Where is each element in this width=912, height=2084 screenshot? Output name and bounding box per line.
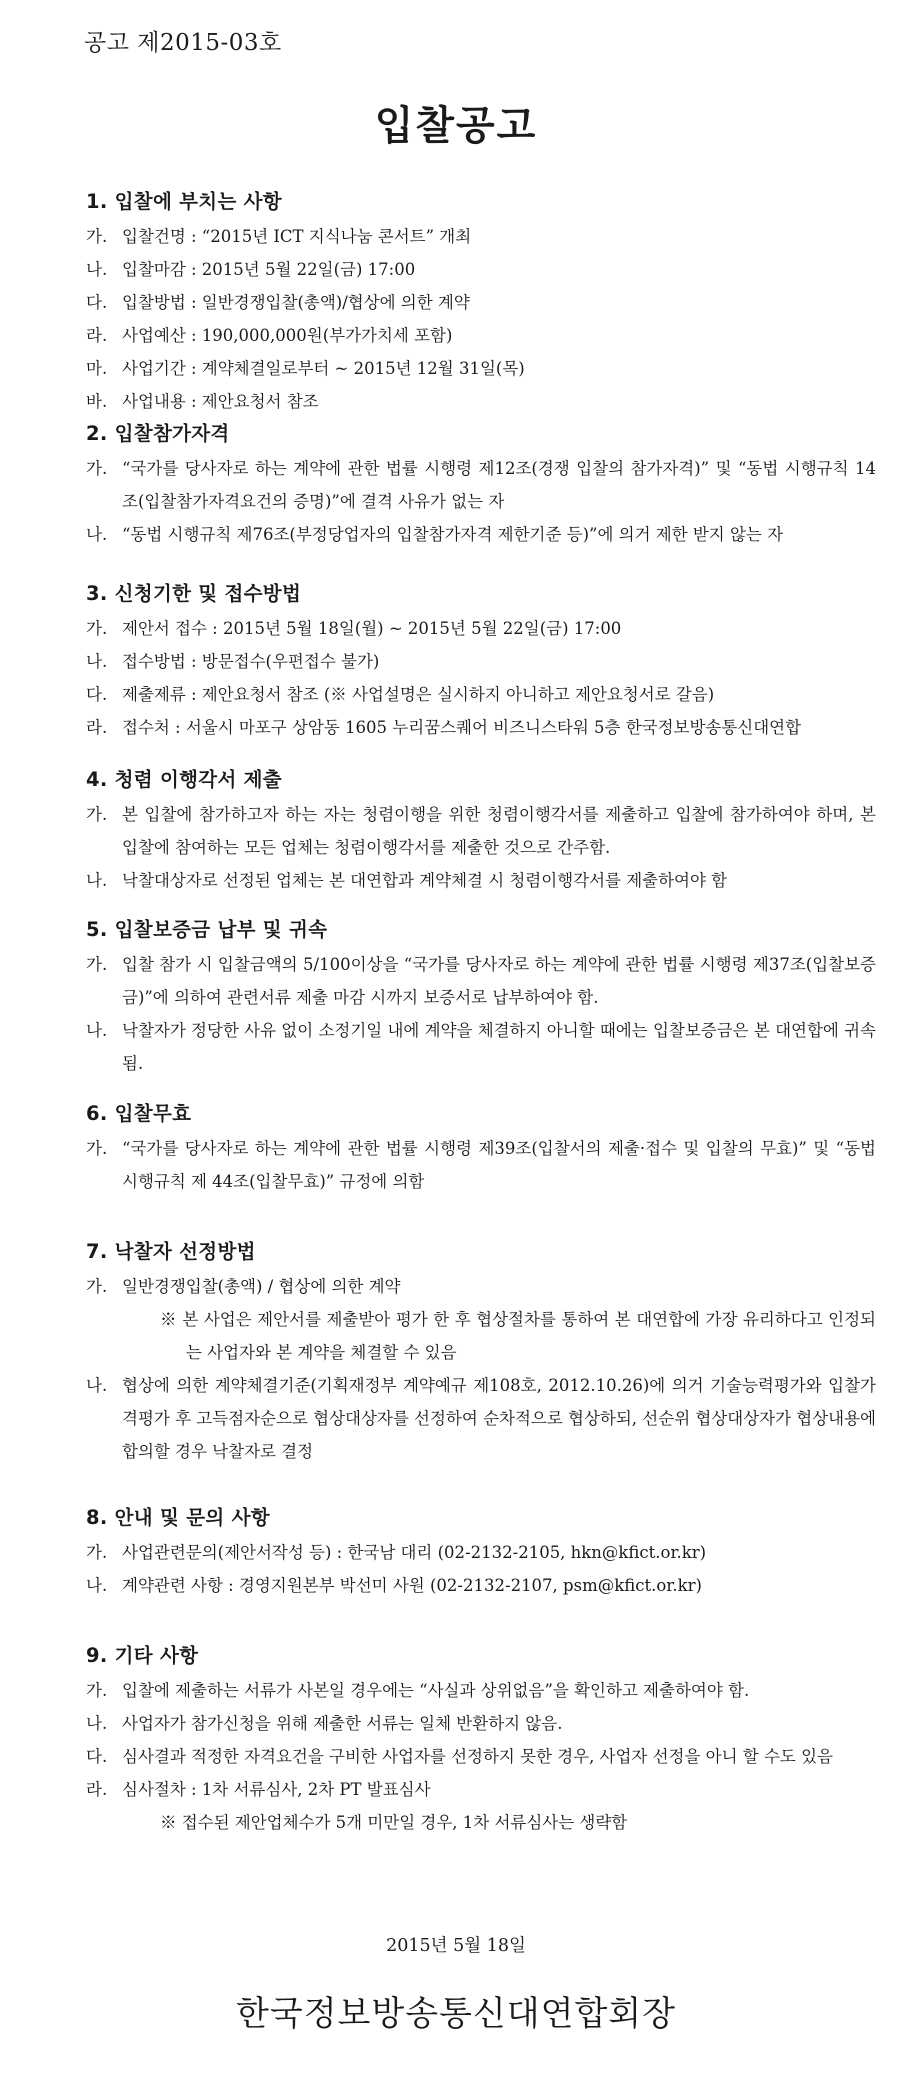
section-heading: 5. 입찰보증금 납부 및 귀속 (86, 918, 328, 941)
item-marker: 가. (86, 1543, 108, 1562)
section-7 (86, 1236, 876, 1468)
list-item (86, 319, 876, 352)
item-marker: 다. (86, 293, 108, 312)
section-heading: 3. 신청기한 및 접수방법 (86, 582, 302, 605)
notice-number: 공고 제2015-03호 (84, 30, 282, 56)
list-item (86, 1014, 876, 1080)
section-6 (86, 1098, 876, 1198)
item-marker: 라. (86, 326, 108, 345)
item-text: 입찰 참가 시 입찰금액의 5/100이상을 “국가를 당사자로 하는 계약에 관한 법률 시행령 제37조(입찰보증금)”에 의하여 관련서류 제출 마감 시까지 보증서로 납부하여야 함. (122, 955, 876, 1007)
list-item (86, 1536, 876, 1569)
section-heading: 6. 입찰무효 (86, 1102, 192, 1125)
section-heading: 8. 안내 및 문의 사항 (86, 1506, 270, 1529)
item-text: 입찰에 제출하는 서류가 사본일 경우에는 “사실과 상위없음”을 확인하고 제출하여야 함. (122, 1681, 750, 1700)
section-heading: 4. 청렴 이행각서 제출 (86, 768, 282, 791)
list-item (86, 1740, 876, 1773)
list-item (86, 1132, 876, 1198)
item-marker: 가. (86, 619, 108, 638)
item-marker: 바. (86, 392, 108, 411)
list-item (86, 1674, 876, 1707)
section-8 (86, 1502, 876, 1602)
item-text: “동법 시행규칙 제76조(부정당업자의 입찰참가자격 제한기준 등)”에 의거 제한 받지 않는 자 (122, 525, 784, 544)
item-text: 입찰마감 : 2015년 5월 22일(금) 17:00 (122, 260, 416, 279)
section-2 (86, 418, 876, 551)
item-text: 심사결과 적정한 자격요건을 구비한 사업자를 선정하지 못한 경우, 사업자 선정을 아니 할 수도 있음 (122, 1747, 833, 1766)
item-text: 사업관련문의(제안서작성 등) : 한국남 대리 (02-2132-2105, hkn@kfict.or.kr) (122, 1543, 707, 1562)
section-5 (86, 914, 876, 1080)
item-text: 심사절차 : 1차 서류심사, 2차 PT 발표심사 (122, 1780, 431, 1799)
item-text: 낙찰대상자로 선정된 업체는 본 대연합과 계약체결 시 청렴이행각서를 제출하여야 함 (122, 871, 728, 890)
item-marker: 가. (86, 1139, 108, 1158)
item-text: 입찰건명 : “2015년 ICT 지식나눔 콘서트” 개최 (122, 227, 472, 246)
item-marker: 라. (86, 718, 108, 737)
section-9 (86, 1640, 876, 1839)
list-item (86, 711, 876, 744)
item-text: 접수방법 : 방문접수(우편접수 불가) (122, 652, 380, 671)
list-item (86, 286, 876, 319)
item-marker: 나. (86, 652, 108, 671)
item-marker: 나. (86, 1714, 108, 1733)
item-text: 사업자가 참가신청을 위해 제출한 서류는 일체 반환하지 않음. (122, 1714, 563, 1733)
item-marker: 나. (86, 871, 108, 890)
item-marker: 라. (86, 1780, 108, 1799)
list-item (86, 518, 876, 551)
list-item (86, 1773, 876, 1806)
item-marker: 가. (86, 1277, 108, 1296)
list-item (86, 1270, 876, 1303)
item-text: 제안서 접수 : 2015년 5월 18일(월) ~ 2015년 5월 22일(금) 17:00 (122, 619, 622, 638)
list-item (86, 253, 876, 286)
list-item (86, 612, 876, 645)
list-item (86, 1369, 876, 1468)
section-heading: 2. 입찰참가자격 (86, 422, 230, 445)
item-marker: 나. (86, 260, 108, 279)
list-item (86, 864, 876, 897)
note: ※ 본 사업은 제안서를 제출받아 평가 한 후 협상절차를 통하여 본 대연합에 가장 유리하다고 인정되는 사업자와 본 계약을 체결할 수 있음 (160, 1310, 876, 1362)
item-text: 본 입찰에 참가하고자 하는 자는 청렴이행을 위한 청렴이행각서를 제출하고 입찰에 참가하여야 하며, 본 입찰에 참여하는 모든 업체는 청렴이행각서를 제출한 것으로 간주함. (122, 805, 876, 857)
item-marker: 나. (86, 1376, 108, 1395)
issue-date: 2015년 5월 18일 (386, 1936, 526, 1956)
list-item (86, 798, 876, 864)
list-item (86, 220, 876, 253)
item-text: 협상에 의한 계약체결기준(기획재정부 계약예규 제108호, 2012.10.26)에 의거 기술능력평가와 입찰가격평가 후 고득점자순으로 협상대상자를 선정하여 순차적으로 협상하되, 선순위 협상대상자가 협상내용에 합의할 경우 낙찰자로 결정 (122, 1376, 876, 1461)
section-heading: 1. 입찰에 부치는 사항 (86, 190, 282, 213)
item-marker: 다. (86, 1747, 108, 1766)
item-text: “국가를 당사자로 하는 계약에 관한 법률 시행령 제12조(경쟁 입찰의 참가자격)” 및 “동법 시행규칙 14조(입찰참가자격요건의 증명)”에 결격 사유가 없는 자 (122, 459, 876, 511)
item-marker: 다. (86, 685, 108, 704)
item-text: 사업내용 : 제안요청서 참조 (122, 392, 319, 411)
item-marker: 나. (86, 1021, 108, 1040)
note: ※ 접수된 제안업체수가 5개 미만일 경우, 1차 서류심사는 생략함 (160, 1813, 628, 1832)
section-heading: 9. 기타 사항 (86, 1644, 199, 1667)
item-text: 사업예산 : 190,000,000원(부가가치세 포함) (122, 326, 453, 345)
list-item (86, 1569, 876, 1602)
item-marker: 가. (86, 805, 108, 824)
list-item (86, 385, 876, 418)
list-item (86, 948, 876, 1014)
item-text: 일반경쟁입찰(총액) / 협상에 의한 계약 (122, 1277, 401, 1296)
item-marker: 가. (86, 227, 108, 246)
item-marker: 가. (86, 955, 108, 974)
list-item (86, 1707, 876, 1740)
item-text: 낙찰자가 정당한 사유 없이 소정기일 내에 계약을 체결하지 아니할 때에는 입찰보증금은 본 대연합에 귀속됨. (122, 1021, 876, 1073)
item-marker: 나. (86, 1576, 108, 1595)
page-title: 입찰공고 (374, 102, 538, 149)
item-text: 입찰방법 : 일반경쟁입찰(총액)/협상에 의한 계약 (122, 293, 470, 312)
organization-name: 한국정보방송통신대연합회장 (236, 1994, 676, 2034)
item-marker: 마. (86, 359, 108, 378)
list-item (86, 352, 876, 385)
item-text: 접수처 : 서울시 마포구 상암동 1605 누리꿈스퀘어 비즈니스타워 5층 한국정보방송통신대연합 (122, 718, 802, 737)
section-1 (86, 186, 876, 418)
item-marker: 가. (86, 1681, 108, 1700)
item-text: 사업기간 : 계약체결일로부터 ~ 2015년 12월 31일(목) (122, 359, 525, 378)
section-4 (86, 764, 876, 897)
list-item (86, 645, 876, 678)
item-text: 제출제류 : 제안요청서 참조 (※ 사업설명은 실시하지 아니하고 제안요청서로 갈음) (122, 685, 715, 704)
item-marker: 가. (86, 459, 108, 478)
section-3 (86, 578, 876, 744)
item-text: “국가를 당사자로 하는 계약에 관한 법률 시행령 제39조(입찰서의 제출·접수 및 입찰의 무효)” 및 “동법 시행규칙 제 44조(입찰무효)” 규정에 의함 (122, 1139, 876, 1191)
list-item (86, 452, 876, 518)
item-text: 계약관련 사항 : 경영지원본부 박선미 사원 (02-2132-2107, psm@kfict.or.kr) (122, 1576, 702, 1595)
item-marker: 나. (86, 525, 108, 544)
list-item (86, 678, 876, 711)
section-heading: 7. 낙찰자 선정방법 (86, 1240, 256, 1263)
